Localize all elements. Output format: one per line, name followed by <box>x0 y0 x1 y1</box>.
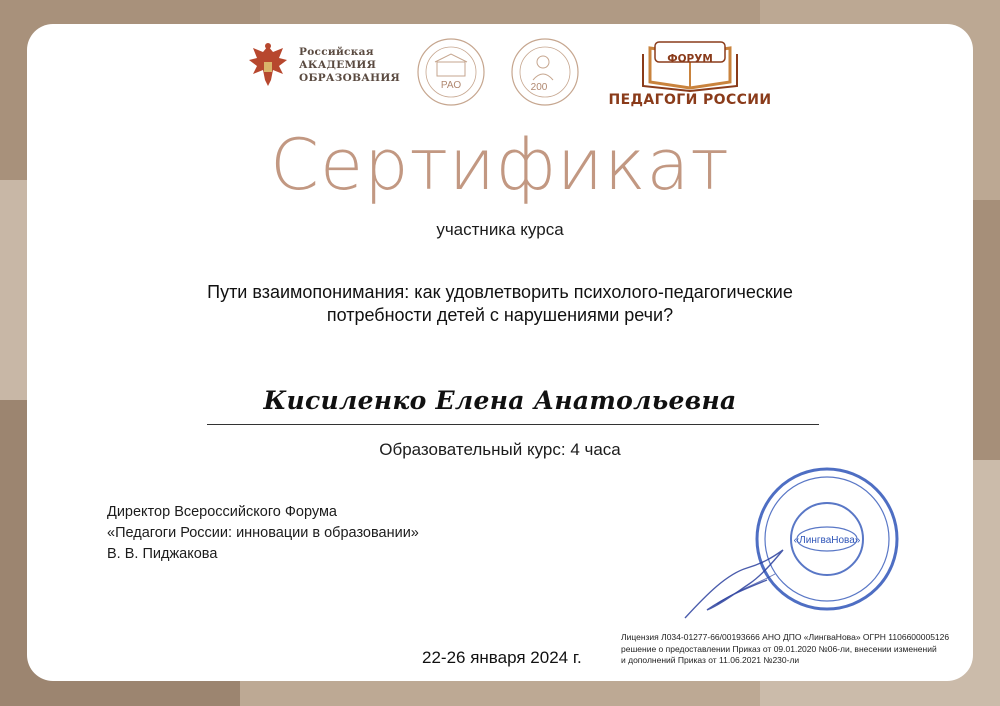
director-block <box>107 502 419 565</box>
portrait-seal-icon <box>509 36 581 108</box>
course-title-line: потребности детей с нарушениями речи? <box>326 305 674 325</box>
stamp-center-text: «ЛингваНова» <box>793 535 861 546</box>
certificate-card <box>27 24 973 681</box>
name-underline <box>207 424 819 425</box>
rao-seal-label: РАО <box>440 80 462 91</box>
certificate-title: Сертификат <box>270 124 730 206</box>
ras-line: ОБРАЗОВАНИЯ <box>299 72 401 84</box>
forum-book-label: ФОРУМ <box>667 53 713 65</box>
license-line: решение о предоставлении Приказ от 09.01.2020 №06-ли, внесении изменений <box>621 643 937 654</box>
license-info <box>621 632 966 667</box>
signature <box>677 544 797 624</box>
ras-name <box>299 46 419 85</box>
participant-name: Кисиленко Елена Анатольевна <box>263 386 737 415</box>
rao-seal <box>415 36 487 108</box>
anniversary-seal <box>509 36 581 108</box>
seal-ring-icon <box>415 36 487 108</box>
license-line: и дополнений Приказ от 11.06.2021 №230-ли <box>621 655 800 665</box>
course-title-line: Пути взаимопонимания: как удовлетворить психолого-педагогические <box>207 282 793 302</box>
logo-row <box>27 24 973 114</box>
certificate-subtitle: участника курса <box>436 220 564 239</box>
forum-label: ПЕДАГОГИ РОССИИ <box>608 92 772 108</box>
course-hours: Образовательный курс: 4 часа <box>379 440 621 459</box>
forum-logo <box>605 34 775 114</box>
director-line: «Педагоги России: инновации в образовании» <box>107 525 419 541</box>
ras-line: Российская <box>299 46 374 58</box>
anniversary-seal-label: 200 <box>530 82 548 93</box>
certificate-date: 22-26 января 2024 г. <box>422 648 582 667</box>
ras-line: АКАДЕМИЯ <box>299 59 377 71</box>
license-line: Лицензия Л034-01277-66/00193666 АНО ДПО «ЛингваНова» ОГРН 1106600005126 <box>621 632 950 642</box>
director-line: Директор Всероссийского Форума <box>107 504 337 520</box>
course-title <box>127 281 873 327</box>
director-name: В. В. Пиджакова <box>107 546 218 562</box>
eagle-emblem-icon <box>243 40 293 92</box>
